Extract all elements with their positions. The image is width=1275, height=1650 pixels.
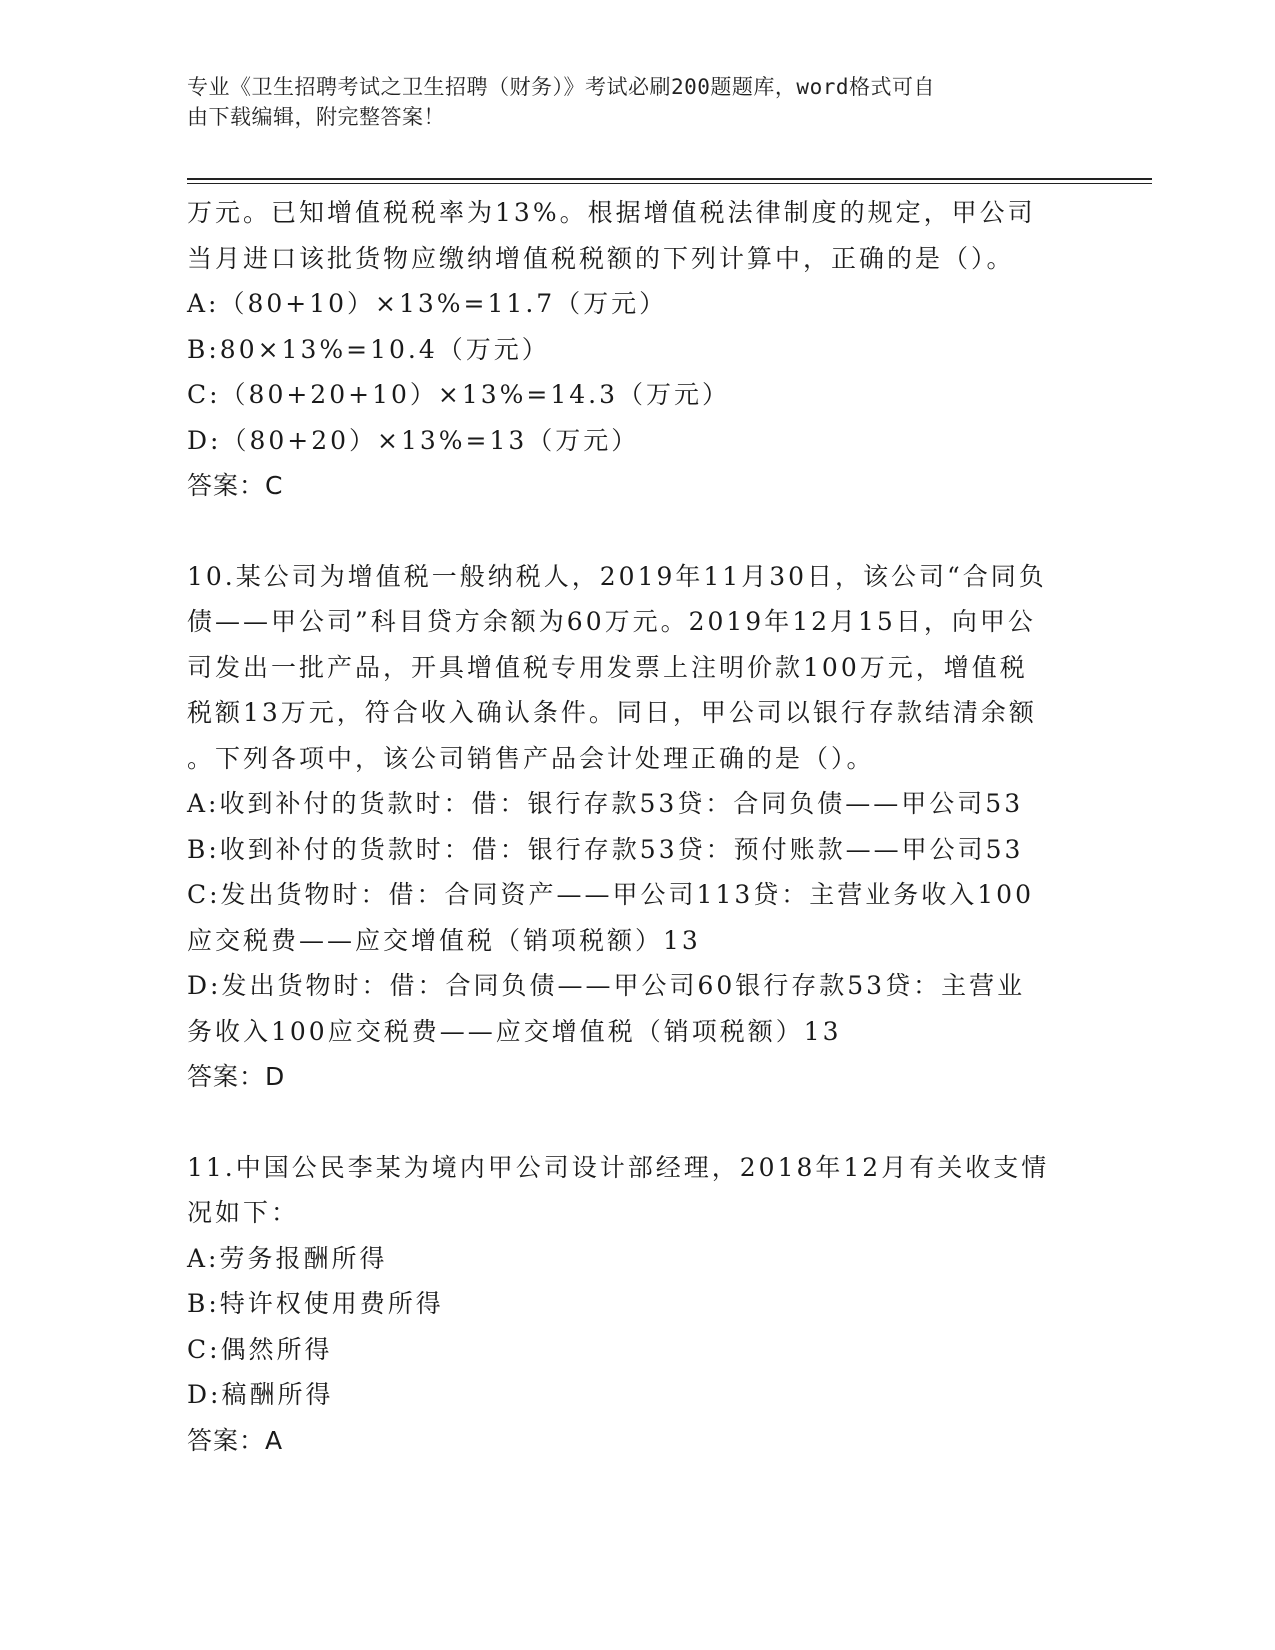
question-text-line: 债——甲公司”科目贷方余额为60万元。2019年12月15日，向甲公 xyxy=(187,607,1036,636)
header-line: 由下载编辑，附完整答案！ xyxy=(187,105,445,129)
option-a: A:劳务报酬所得 xyxy=(187,1243,388,1273)
option-b: B:80×13%=10.4（万元） xyxy=(187,334,550,364)
question-10 xyxy=(187,554,1087,1100)
option-d: D:（80+20）×13%=13（万元） xyxy=(187,425,640,455)
header-divider-thin xyxy=(187,183,1152,184)
question-continuation xyxy=(187,190,1087,509)
spacer xyxy=(187,509,1087,554)
question-text-line: 11.中国公民李某为境内甲公司设计部经理，2018年12月有关收支情 xyxy=(187,1152,1050,1182)
option-b: B:特许权使用费所得 xyxy=(187,1289,444,1318)
option-a: A:（80+10）×13%=11.7（万元） xyxy=(187,289,668,318)
answer-line: 答案：C xyxy=(187,471,284,500)
question-11 xyxy=(187,1145,1087,1464)
option-a: A:收到补付的货款时：借：银行存款53贷：合同负债——甲公司53 xyxy=(187,789,1024,818)
option-c: C:偶然所得 xyxy=(187,1334,333,1364)
question-text-line: 税额13万元，符合收入确认条件。同日，甲公司以银行存款结清余额 xyxy=(187,698,1037,727)
option-d: D:发出货物时：借：合同负债——甲公司60银行存款53贷：主营业 xyxy=(187,971,1026,1000)
option-d: D:稿酬所得 xyxy=(187,1380,334,1409)
question-text-line: 。下列各项中，该公司销售产品会计处理正确的是（）。 xyxy=(187,743,875,773)
header-line: 专业《卫生招聘考试之卫生招聘（财务）》考试必刷200题题库，word格式可自 xyxy=(187,75,935,99)
document-body xyxy=(187,190,1087,1463)
document-header xyxy=(187,72,1067,132)
option-b: B:收到补付的货款时：借：银行存款53贷：预付账款——甲公司53 xyxy=(187,834,1024,864)
header-divider xyxy=(187,178,1152,180)
option-c: C:发出货物时：借：合同资产——甲公司113贷：主营业务收入100 xyxy=(187,880,1034,909)
option-c-continued: 应交税费——应交增值税（销项税额）13 xyxy=(187,925,701,955)
answer-line: 答案：A xyxy=(187,1425,284,1455)
question-text-line: 万元。已知增值税税率为13%。根据增值税法律制度的规定，甲公司 xyxy=(187,198,1036,227)
question-text-line: 司发出一批产品，开具增值税专用发票上注明价款100万元，增值税 xyxy=(187,652,1028,682)
question-text-line: 当月进口该批货物应缴纳增值税税额的下列计算中，正确的是（）。 xyxy=(187,243,1015,273)
spacer xyxy=(187,1100,1087,1145)
option-d-continued: 务收入100应交税费——应交增值税（销项税额）13 xyxy=(187,1016,842,1046)
option-c: C:（80+20+10）×13%=14.3（万元） xyxy=(187,380,731,409)
question-text-line: 10.某公司为增值税一般纳税人，2019年11月30日，该公司“合同负 xyxy=(187,561,1047,591)
answer-line: 答案：D xyxy=(187,1062,286,1091)
question-text-line: 况如下： xyxy=(187,1198,300,1227)
